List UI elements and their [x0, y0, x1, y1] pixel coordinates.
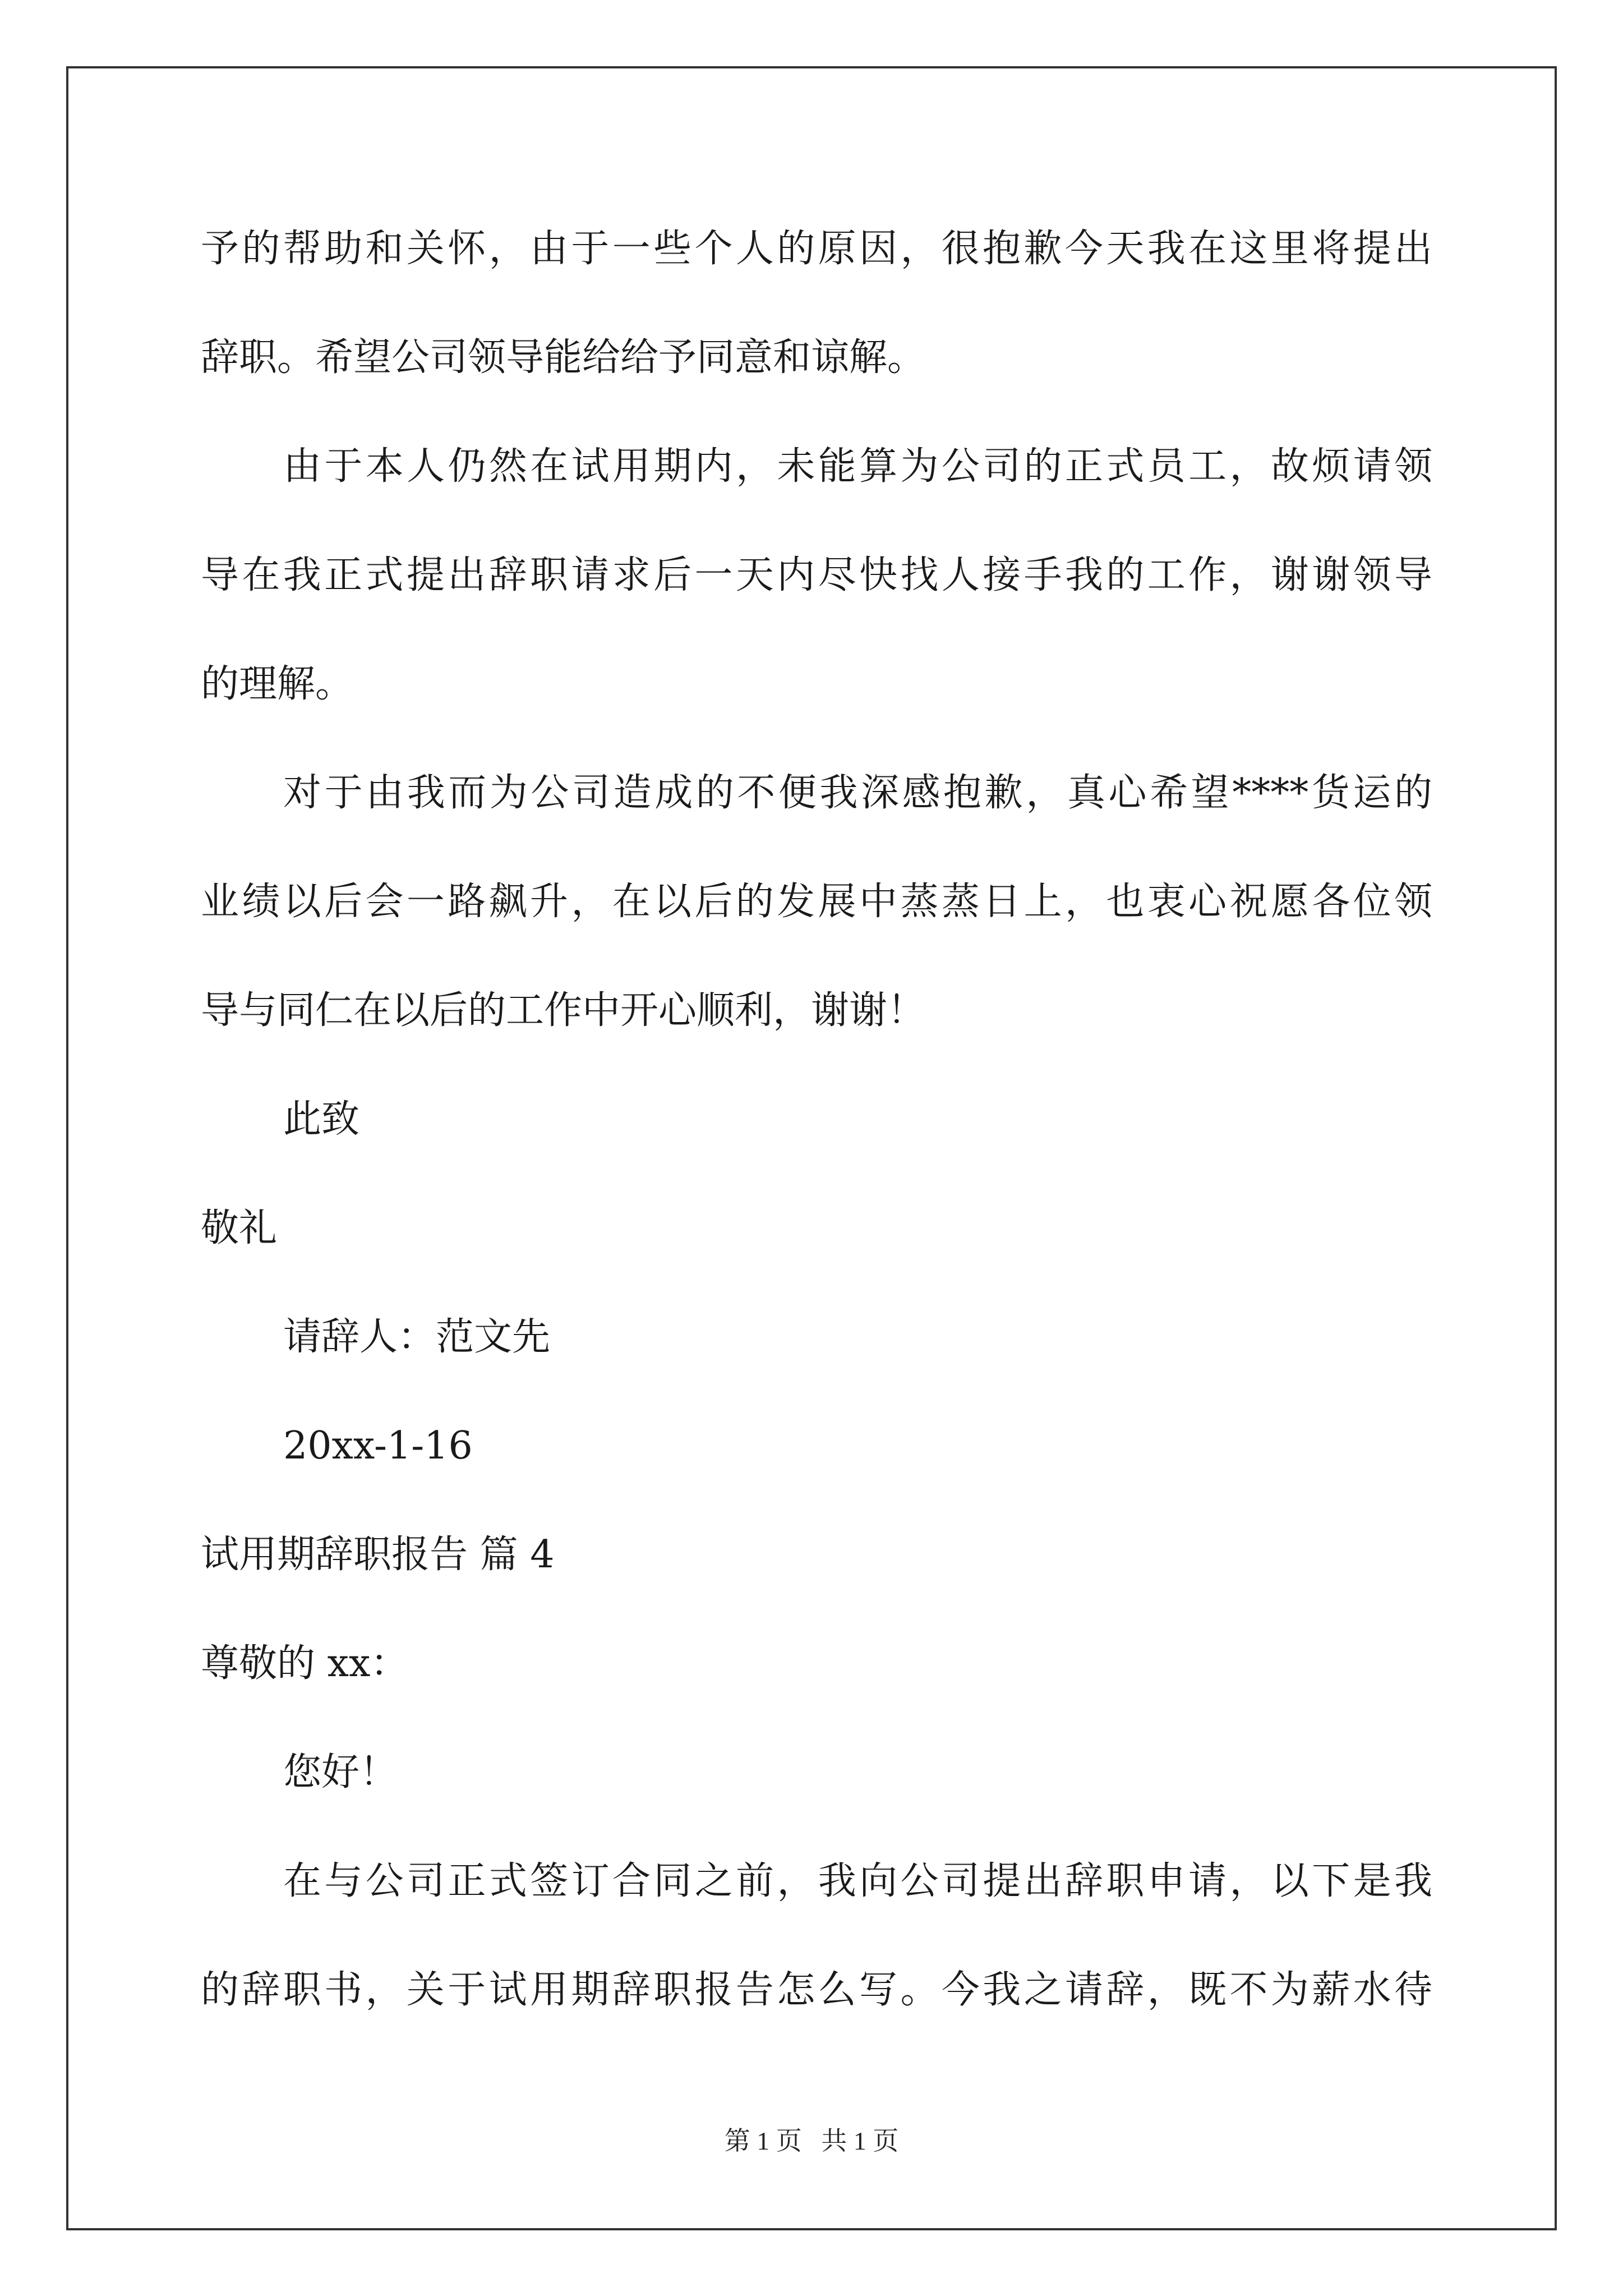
- closing-regards: 敬礼: [201, 1206, 278, 1250]
- page-frame: [66, 66, 1557, 2230]
- body-line-7: 业绩以后会一路飙升，在以后的发展中蒸蒸日上，也衷心祝愿各位领: [201, 880, 1432, 924]
- signature-name: 请辞人：范文先: [283, 1315, 551, 1359]
- body-line-8: 导与同仁在以后的工作中开心顺利，谢谢！: [201, 988, 926, 1033]
- page-number: 第 1 页: [724, 2127, 802, 2155]
- body-line-6: 对于由我而为公司造成的不便我深感抱歉，真心希望****货运的: [283, 771, 1432, 815]
- closing-salutation: 此致: [283, 1097, 360, 1142]
- body-line-16: 在与公司正式签订合同之前，我向公司提出辞职申请，以下是我: [283, 1859, 1432, 1903]
- page-footer: [0, 2128, 1623, 2154]
- letter-addressee: 尊敬的 xx：: [201, 1641, 409, 1686]
- body-line-1: 予的帮助和关怀，由于一些个人的原因，很抱歉今天我在这里将提出: [201, 227, 1432, 271]
- page-total: 共 1 页: [821, 2127, 899, 2155]
- body-line-2: 辞职。希望公司领导能给给予同意和谅解。: [201, 335, 926, 380]
- letter-greeting: 您好！: [283, 1750, 398, 1795]
- body-line-17: 的辞职书，关于试用期辞职报告怎么写。今我之请辞，既不为薪水待: [201, 1968, 1432, 2012]
- body-line-5: 的理解。: [201, 662, 354, 706]
- section-heading: 试用期辞职报告 篇 4: [201, 1533, 555, 1577]
- body-line-3: 由于本人仍然在试用期内，未能算为公司的正式员工，故烦请领: [283, 444, 1432, 489]
- signature-date: 20xx-1-16: [283, 1424, 473, 1468]
- body-line-4: 导在我正式提出辞职请求后一天内尽快找人接手我的工作，谢谢领导: [201, 553, 1432, 597]
